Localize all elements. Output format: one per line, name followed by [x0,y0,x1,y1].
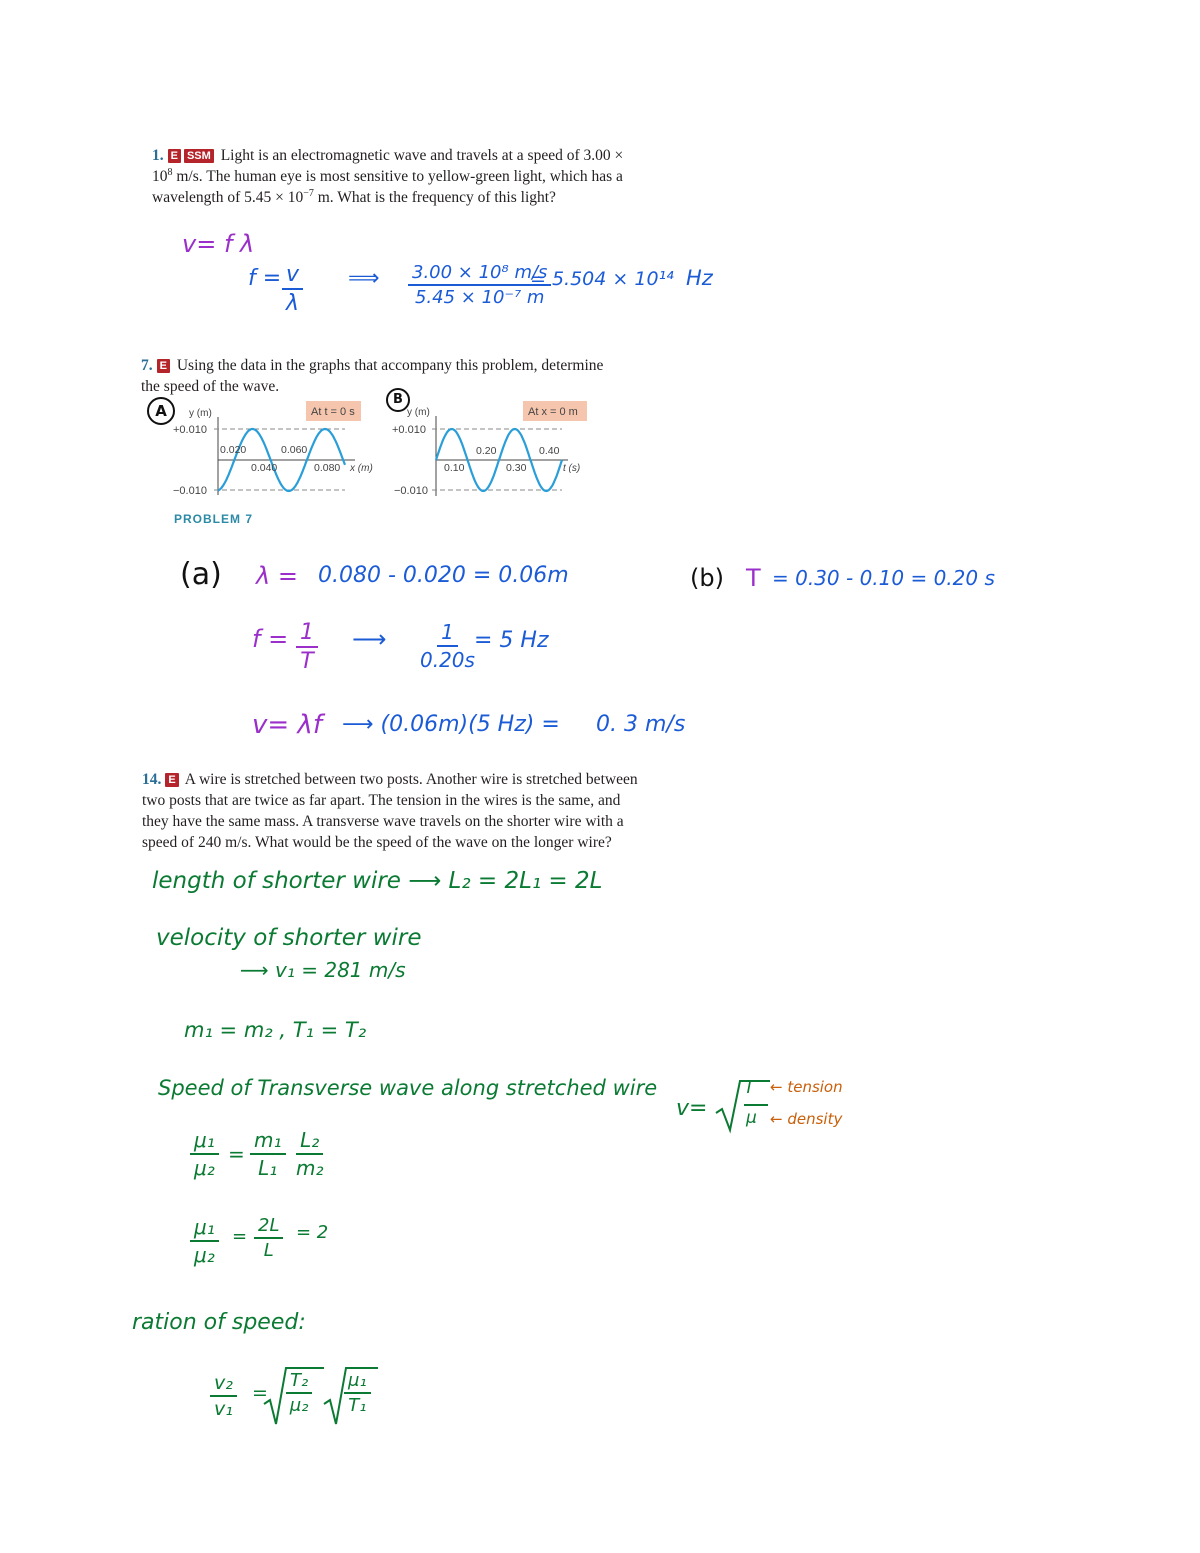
numerator: 2L [254,1215,283,1239]
ssm-tag: SSM [184,149,214,163]
difficulty-tag: E [157,359,170,373]
problem-text: A wire is stretched between two posts. Another wire is stretched between [184,771,638,788]
problem-1 [152,145,672,208]
tick-label: 0.10 [444,462,465,474]
hw-fraction [190,1128,219,1180]
position-box-label: At x = 0 m [528,406,578,418]
hw-fraction [420,620,475,672]
problem-number: 1. [152,147,164,164]
problem-1-line-3 [152,187,672,208]
denominator: L [263,1240,274,1261]
hw-fraction [286,1370,312,1416]
hw-v-calc: ⟶ (0.06m)(5 Hz) = [342,712,560,737]
hw-v-eq: v= λf [252,710,322,740]
hw-fraction [344,1370,371,1416]
hw-speed-statement: Speed of Transverse wave along stretched wire [158,1076,658,1100]
hw-part-b-label: (b) [690,564,724,592]
numerator: 1 [437,620,458,647]
problem-1-line-1 [152,145,672,166]
y-min-label: −0.010 [394,485,428,497]
numerator: v [282,262,303,290]
tick-label: 0.20 [476,445,497,457]
y-max-label: +0.010 [173,424,207,436]
y-max-label: +0.010 [392,424,426,436]
hw-equal-quantities: m₁ = m₂ , T₁ = T₂ [184,1018,367,1042]
hw-fraction [296,1128,324,1180]
hw-lambda-calc: 0.080 - 0.020 = 0.06m [318,563,569,588]
numerator: T₂ [286,1370,312,1394]
problem-1-line-2 [152,166,672,187]
numerator: μ₁ [190,1128,219,1155]
problem-14 [142,769,662,853]
hw-tension-note: ← tension [770,1078,843,1096]
denominator: λ [286,291,300,316]
denominator: T [300,649,314,674]
hw-part-a-label: (a) [180,557,222,592]
numerator: v₂ [210,1372,237,1397]
hw-formula-density-symbol: μ [746,1108,757,1128]
hw-period-calc: = 0.30 - 0.10 = 0.20 s [772,566,995,590]
problem-caption: PROBLEM 7 [174,512,254,526]
hw-period-symbol: T [746,564,761,592]
hw-equals: = [252,1382,268,1404]
denominator: T₁ [348,1395,367,1416]
hw-ratio-title: ration of speed: [132,1310,306,1335]
numerator: L₂ [296,1128,323,1155]
difficulty-tag: E [165,773,178,787]
hw-formula-v: v= [676,1096,708,1121]
hw-circle-label-b: B [386,388,410,412]
problem-7-line-1 [141,355,626,376]
hw-fraction [210,1372,237,1420]
y-axis-label: y (m) [407,407,430,418]
graph-b [370,388,600,503]
tick-label: 0.30 [506,462,527,474]
denominator: 5.45 × 10⁻⁷ m [414,287,545,308]
hw-ratio-result: = 2 [296,1222,329,1243]
hw-frequency-result: = 5 Hz [474,628,549,653]
hw-fraction [190,1215,219,1267]
problem-text: Light is an electromagnetic wave and travels at a speed of 3.00 × [220,147,624,164]
tick-label: 0.060 [281,444,308,456]
hw-length-statement: length of shorter wire ⟶ L₂ = 2L₁ = 2L [152,868,603,894]
hw-equals: = [228,1142,245,1166]
hw-velocity-statement: velocity of shorter wire [156,925,422,951]
numerator: 1 [296,620,318,648]
problem-14-line-1 [142,769,662,790]
hw-fraction [250,1128,286,1180]
numerator: m₁ [250,1128,286,1155]
problem-number: 7. [141,357,153,374]
time-box-label: At t = 0 s [311,406,355,418]
hw-arrow: ⟹ [348,266,380,291]
tick-label: 0.040 [251,462,278,474]
problem-text: wavelength of 5.45 × 10 [152,189,304,206]
numerator: μ₁ [190,1215,219,1242]
exponent: 8 [167,166,173,178]
hw-v-result: 0. 3 m/s [596,712,686,737]
hw-fraction [254,1215,283,1261]
graph-a [145,395,385,505]
hw-fraction [296,620,318,674]
exponent: −7 [303,187,314,199]
sqrt-sign [712,1075,772,1135]
y-min-label: −0.010 [173,485,207,497]
hw-arrow: ⟶ [352,625,387,653]
problem-text: m/s. The human eye is most sensitive to yellow-green light, which has a [176,168,623,185]
problem-14-line-3: they have the same mass. A transverse wave travels on the shorter wire with a [142,813,624,830]
denominator: 0.20s [420,648,475,672]
numerator: 3.00 × 10⁸ m/s [408,262,551,286]
y-axis-label: y (m) [189,408,212,419]
problem-number: 14. [142,771,162,788]
hw-formula-tension-symbol: T [744,1078,755,1098]
hw-wave-equation: v= f λ [182,230,255,258]
hw-result: = 5.504 × 10¹⁴ [530,268,674,290]
tick-label: 0.020 [220,444,247,456]
problem-text: Using the data in the graphs that accompany this problem, determine [176,357,604,374]
problem-14-line-4: speed of 240 m/s. What would be the speed of the wave on the longer wire? [142,834,612,851]
tick-label: 0.080 [314,462,341,474]
problem-7-line-2: the speed of the wave. [141,378,280,395]
x-axis-label: t (s) [563,463,581,474]
denominator: μ₂ [194,1156,215,1180]
hw-density-note: ← density [770,1110,843,1128]
tick-label: 0.40 [539,445,560,457]
problem-14-line-2: two posts that are twice as far apart. The tension in the wires is the same, and [142,792,621,809]
hw-unit: Hz [686,266,713,290]
difficulty-tag: E [168,149,181,163]
denominator: L₁ [258,1156,278,1180]
hw-fraction [282,262,303,316]
problem-text: m. What is the frequency of this light? [313,189,556,206]
hw-velocity-value: ⟶ v₁ = 281 m/s [240,958,406,982]
x-axis-label: x (m) [350,463,373,474]
denominator: v₁ [214,1398,233,1420]
denominator: μ₂ [289,1395,309,1416]
hw-equals: = [232,1226,248,1247]
numerator: μ₁ [344,1370,371,1394]
hw-f-equals: f = [252,625,289,653]
hw-circle-label-a: A [147,397,175,425]
denominator: μ₂ [194,1243,215,1267]
denominator: m₂ [296,1156,324,1180]
hw-lambda-eq: λ = [256,562,298,590]
power-base: 10 [152,168,168,185]
hw-f-equals: f = [248,266,282,291]
